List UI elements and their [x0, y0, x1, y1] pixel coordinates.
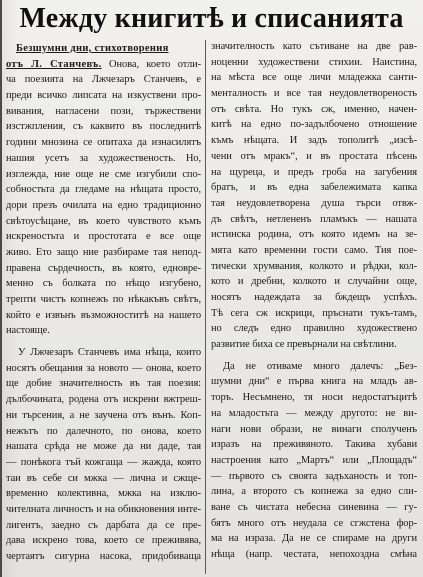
text-line: носятъ обещания за новото — онова, което	[6, 362, 201, 374]
text-line: братъ, и въ една забележимата капка	[211, 182, 417, 194]
text-line: който е извънъ възможноститѣ на нашето	[6, 309, 201, 321]
text-line: лигентъ, заедно съ дарбата да се пре-	[6, 519, 201, 531]
review-author-line	[6, 57, 201, 73]
text-line: на мѣста все още личи младежка санти-	[211, 72, 417, 84]
text-line: тически хрумвания, колкото и рѣдки, кол-	[211, 260, 417, 272]
text-line: чени отъ мракъ“, и въ простата пѣсень	[211, 150, 417, 162]
text-line: Да не отиваме много далечъ: „Без-	[223, 360, 417, 372]
text-line: ване съ чистата небесна синевина — гу-	[211, 501, 417, 513]
text-line: тая неудовлетворена душа търси отвж-	[211, 197, 417, 209]
text-line: носятъ надеждата за бждещъ успѣхъ.	[211, 292, 417, 303]
text-line: отъ свѣта. Но тукъ сж, именно, начен-	[211, 103, 417, 115]
text-line: нашата срѣда не може да ни даде, тая	[6, 441, 201, 453]
review-heading-line	[6, 41, 201, 57]
page-edge	[0, 0, 2, 577]
page-title: Между книгитѣ и списанията	[19, 3, 404, 34]
text-line: на младостьта — между другото: не ви-	[211, 407, 417, 419]
text-line: У Лжчезаръ Станчевъ има нѣща, които	[18, 347, 201, 359]
review-title: Безшумни дни, стихотворения	[16, 43, 169, 54]
text-line: изстжпления, съ каквито въ последнитѣ	[6, 121, 201, 133]
text-line: изглежда, ние още не сме изгубили спо-	[6, 168, 201, 180]
text-line: къмъ нѣщата. И задъ тополитѣ „изсѣ-	[211, 135, 417, 147]
right-column	[211, 39, 417, 563]
text-line: развитие биха се превърнали на свѣтлини.	[211, 339, 397, 351]
text-line: настроения като „Мартъ“ или „Площадъ“	[211, 454, 417, 466]
text-line: — понѣкога тъй кожгаща — жажда, която	[6, 456, 201, 468]
text-line: ще добие значителность въ тая поезия:	[6, 378, 201, 390]
column-divider	[205, 40, 206, 574]
text-line: чителната личность и на обикновения инте-	[6, 503, 201, 515]
left-column	[6, 41, 201, 565]
text-line: дълбочината, родена отъ искрени вжтреш-	[6, 394, 201, 406]
text-line: значителность като сътиване на две рав-	[211, 41, 417, 52]
text-line: ма на израза. Да не се спираме на други	[211, 533, 417, 545]
text-line: ча поезията на Лжчезаръ Станчевъ, е	[6, 74, 201, 86]
text-line: мята като временни гости само. Тия пое-	[211, 244, 417, 256]
text-line: но следъ едно правилно художествено	[211, 323, 417, 335]
text-line: правена сърдечность, въ която, едновре-	[6, 262, 201, 274]
text-line: свѣтоусѣщане, въ което чувството къмъ	[6, 215, 201, 227]
text-line: дава искрено това, което се преживява,	[6, 535, 201, 547]
text-line: дъ свѣтъ, нетлененъ пламъкъ — нашата	[211, 213, 417, 225]
text-line: трепти чистъ копнежъ по нѣкакъвъ свѣтъ,	[6, 294, 201, 305]
text-line: Онова, което отли-	[109, 58, 201, 70]
text-line: китѣ на едно по-задълбочено отношение	[211, 119, 417, 131]
text-line: ноценни художествени стихии. Наистина,	[211, 56, 417, 68]
text-line: изразъ на преживяното. Такива хубави	[211, 439, 417, 451]
text-line: живо. Ето защо ние разбираме тая непод-	[6, 246, 201, 258]
text-line: нежътъ по далечното, по онова, което	[6, 425, 201, 437]
text-line: години мнозина се опитаха да изнасилятъ	[6, 137, 201, 149]
text-line: — първото съ своята задъханость и топ-	[211, 470, 417, 482]
text-line: вивания, нагласени пози, тържествени	[6, 105, 201, 117]
text-line: менно съ болката по нѣщо изгубено,	[6, 278, 201, 290]
text-line: преди всичко липсата на изкуствени про-	[6, 90, 201, 102]
text-line: нѣща (напр. честата, непохоздна смѣна	[211, 549, 417, 560]
text-line: ни търсения, а не заучена отъ вънъ. Коп-	[6, 409, 201, 421]
text-line: торъ. Несъмнено, тя носи недостатъцитѣ	[211, 392, 417, 404]
text-line: дори презъ очилата на едно традиционно	[6, 199, 201, 211]
text-line: менталность и все тая неудовлетвореность	[211, 88, 417, 100]
text-line: лина, а второто съ копнежа за едно сли-	[211, 486, 417, 498]
text-line: наги нови образи, не винаги сполученъ	[211, 423, 417, 435]
text-line: нашия усетъ за художественость. Но,	[6, 152, 201, 164]
text-line: чертаятъ сигурна насока, придобиваща	[6, 551, 201, 562]
text-line: настояще.	[6, 325, 50, 337]
text-line: бятъ много отъ неудала се сгжстена фор-	[211, 517, 417, 529]
text-line: временно колективна, мжка на изклю-	[6, 488, 201, 500]
text-line: шумни дни“ е първа книга на младъ ав-	[211, 376, 417, 388]
text-line: истинска родина, отъ която идемъ на зе-	[211, 229, 417, 241]
review-author: отъ Л. Станчевъ.	[6, 58, 102, 70]
text-line: собностьта да гледаме на нѣщата просто,	[6, 184, 201, 196]
text-line: Тѣ сега сж искрици, пръснати тукъ-тамъ,	[211, 307, 417, 319]
text-line: искреностьта и простотата е все още	[6, 231, 201, 243]
text-line: кото и дребни, колкото и случайни още,	[211, 276, 417, 288]
text-line: на щуреца, и предъ гроба на загубения	[211, 166, 417, 178]
text-line: таи въ себе си мжка — лична и сжще-	[6, 472, 201, 484]
